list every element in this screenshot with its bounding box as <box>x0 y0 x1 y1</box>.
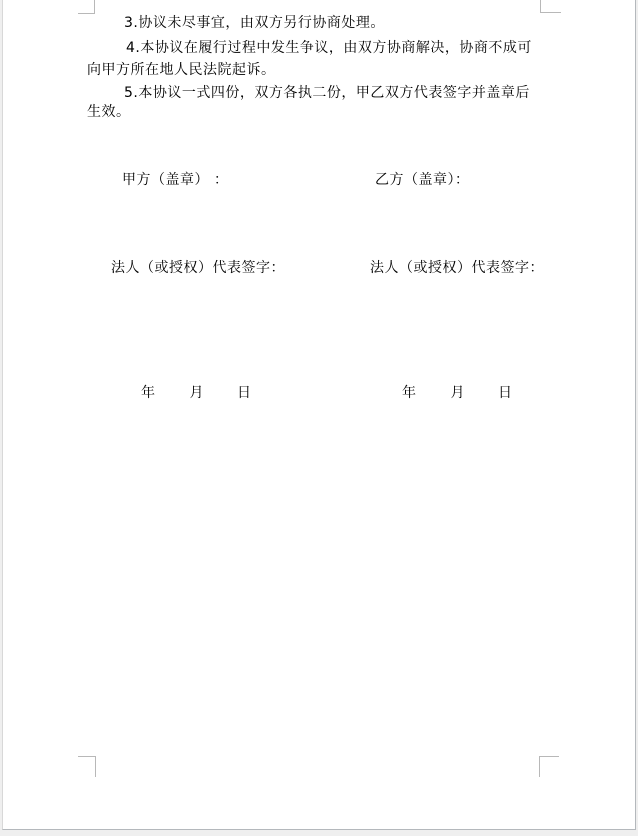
margin-crop-mark-bottom-left <box>78 756 96 777</box>
margin-crop-mark-bottom-right <box>539 756 559 777</box>
margin-crop-mark-top-right <box>540 0 561 13</box>
date-day-label: 日 <box>498 385 513 401</box>
body-line-clause-4-continuation: 向甲方所在地人民法院起诉。 <box>87 62 276 78</box>
party-b-seal-label: 乙方（盖章）： <box>375 172 470 188</box>
body-line-clause-5: 5.本协议一式四份，双方各执二份，甲乙双方代表签字并盖章后 <box>124 85 530 101</box>
body-line-clause-3: 3.协议未尽事宜，由双方另行协商处理。 <box>124 15 385 31</box>
date-year-label: 年 <box>141 385 156 401</box>
date-month-label: 月 <box>189 385 204 401</box>
party-b-representative-sign-label: 法人（或授权）代表签字： <box>370 260 544 276</box>
party-a-date-line <box>141 384 252 402</box>
date-year-label: 年 <box>402 385 417 401</box>
body-line-clause-4: 4.本协议在履行过程中发生争议，由双方协商解决，协商不成可 <box>126 40 532 56</box>
party-a-representative-sign-label: 法人（或授权）代表签字： <box>111 260 285 276</box>
margin-crop-mark-top-left <box>78 0 95 14</box>
document-page[interactable] <box>2 0 636 830</box>
date-month-label: 月 <box>450 385 465 401</box>
party-a-seal-label: 甲方（盖章） ： <box>122 172 229 188</box>
body-line-clause-5-continuation: 生效。 <box>87 104 131 120</box>
date-day-label: 日 <box>237 385 252 401</box>
party-b-date-line <box>402 384 513 402</box>
